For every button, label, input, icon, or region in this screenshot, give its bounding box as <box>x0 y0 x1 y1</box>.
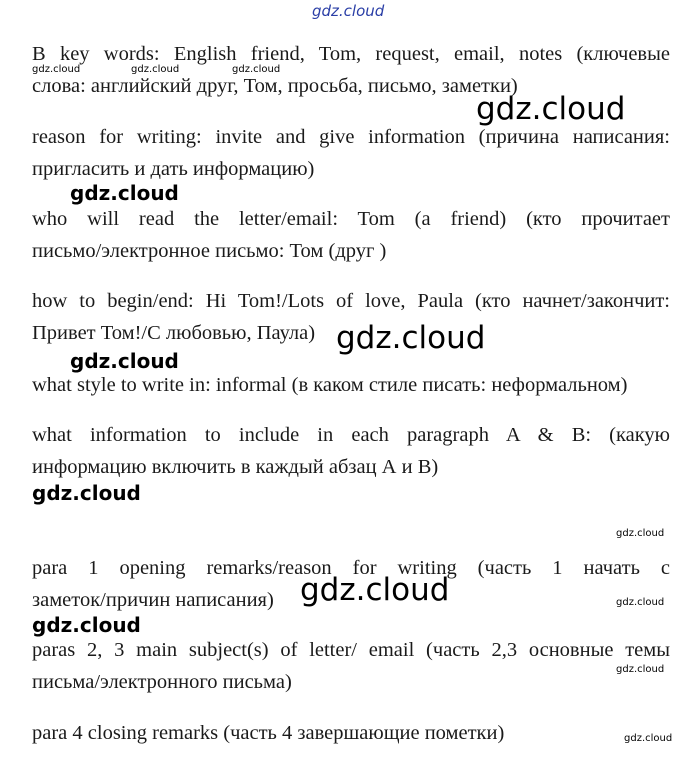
watermark-small: gdz.cloud <box>232 64 281 75</box>
watermark-mid: gdz.cloud <box>32 613 141 637</box>
text-line: информацию включить в каждый абзац А и В) <box>32 456 439 478</box>
watermark-top: gdz.cloud <box>312 2 385 20</box>
text-line: B key words: English friend, Tom, request, email, notes (ключевые <box>32 43 670 65</box>
watermark-big: gdz.cloud <box>300 572 450 608</box>
watermark-mid: gdz.cloud <box>70 181 179 205</box>
text-line: письма/электронного письма) <box>32 671 292 693</box>
text-line: para 1 opening remarks/reason for writing (часть 1 начать с <box>32 557 670 579</box>
text-line: письмо/электронное письмо: Том (друг ) <box>32 240 387 262</box>
paragraph-reader <box>32 203 670 267</box>
watermark-small: gdz.cloud <box>624 733 673 744</box>
watermark-small: gdz.cloud <box>131 64 180 75</box>
text-line: Привет Том!/С любовью, Паула) <box>32 322 316 344</box>
watermark-mid: gdz.cloud <box>32 481 141 505</box>
text-line: reason for writing: invite and give information (причина написания: <box>32 126 670 148</box>
text-line: заметок/причин написания) <box>32 589 274 611</box>
paragraph-para23 <box>32 634 670 698</box>
paragraph-info <box>32 419 670 483</box>
paragraph-para4 <box>32 717 673 749</box>
text-line: how to begin/end: Hi Tom!/Lots of love, Paula (кто начнет/закончит: <box>32 290 670 312</box>
watermark-small: gdz.cloud <box>32 64 81 75</box>
watermark-big: gdz.cloud <box>476 91 626 127</box>
text-line: paras 2, 3 main subject(s) of letter/ email (часть 2,3 основные темы <box>32 639 670 661</box>
text-line: слова: английский друг, Том, просьба, письмо, заметки) <box>32 75 518 97</box>
text-line: who will read the letter/email: Tom (a friend) (кто прочитает <box>32 208 670 230</box>
paragraph-reason <box>32 121 670 185</box>
watermark-small: gdz.cloud <box>616 528 665 539</box>
watermark-big: gdz.cloud <box>336 320 486 356</box>
paragraph-style <box>32 369 670 401</box>
text-line: what style to write in: informal (в каком стиле писать: неформальном) <box>32 374 628 396</box>
watermark-mid: gdz.cloud <box>70 349 179 373</box>
watermark-small: gdz.cloud <box>616 597 665 608</box>
watermark-small: gdz.cloud <box>616 664 665 675</box>
text-line: para 4 closing remarks (часть 4 завершающие пометки) <box>32 722 505 744</box>
text-line: what information to include in each paragraph A & B: (какую <box>32 424 670 446</box>
text-line: пригласить и дать информацию) <box>32 158 315 180</box>
